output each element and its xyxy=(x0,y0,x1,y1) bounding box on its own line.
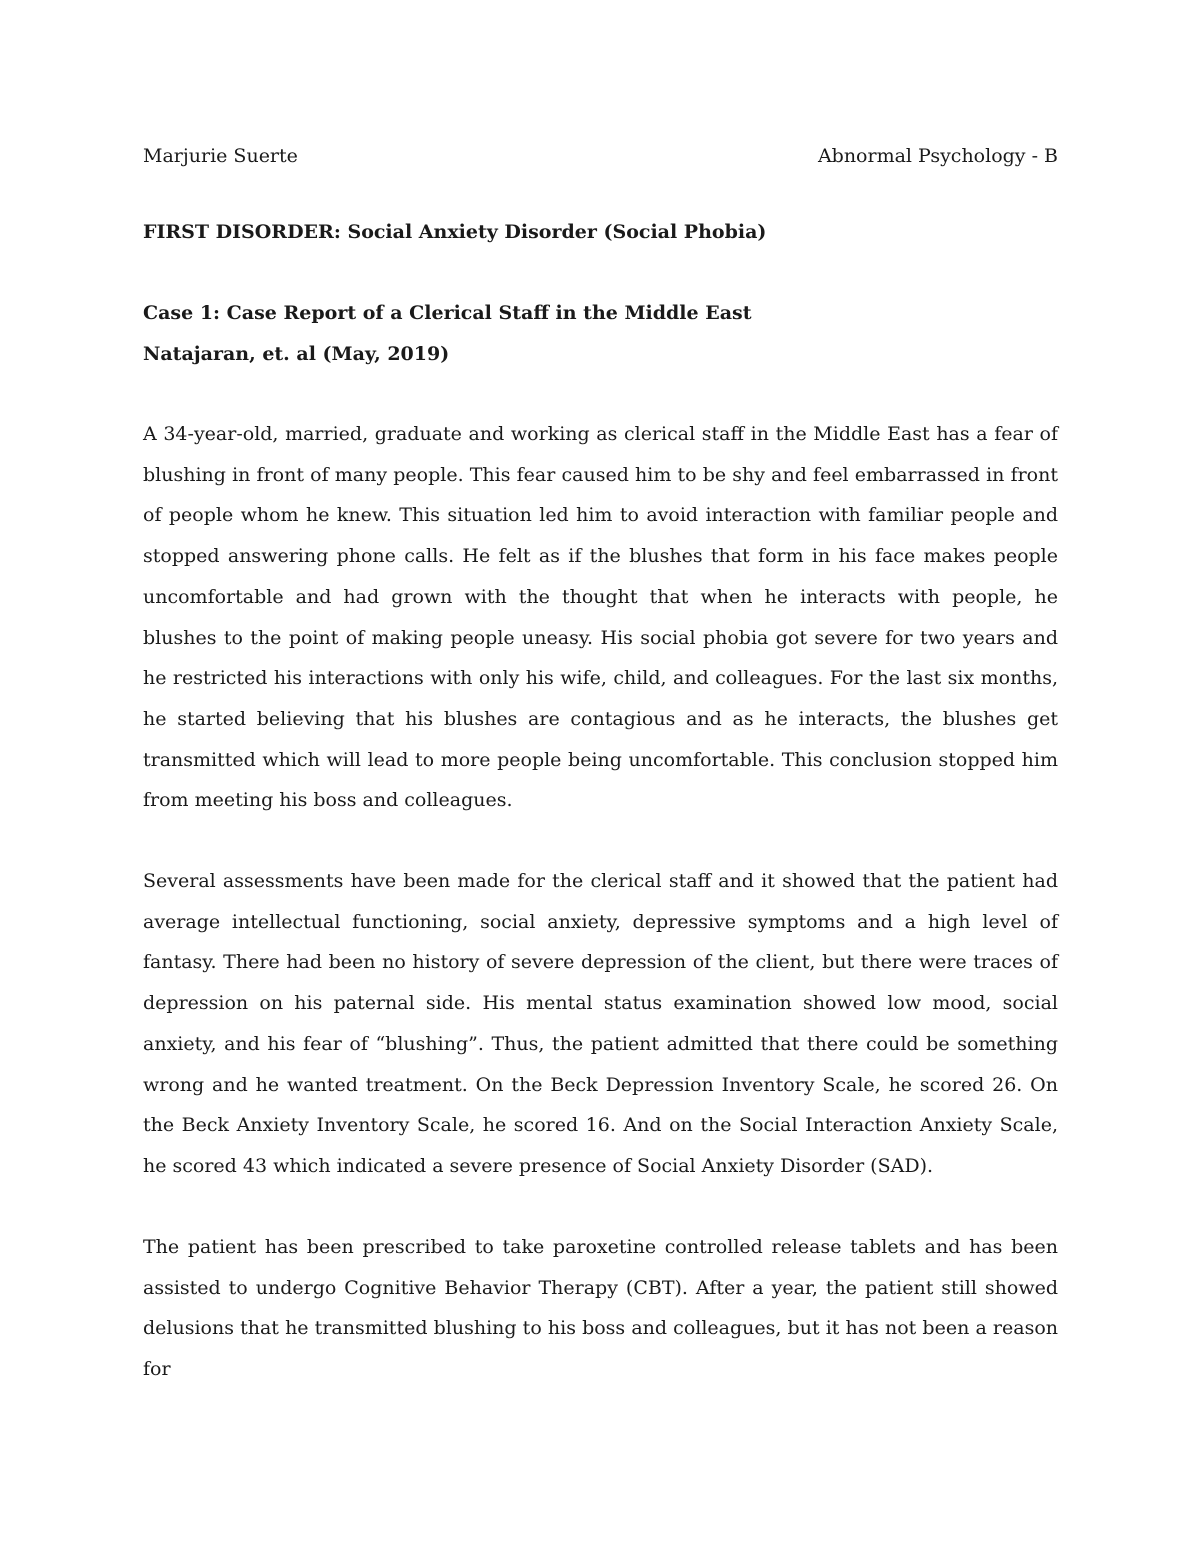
paragraph-assessment: Several assessments have been made for the clerical staff and it showed that the patient had average intellectual functioning, social anxiety, depressive symptoms and a high level of fantasy. There had been no history of severe depression of the client, but there were traces of depression on his paternal side. His mental status examination showed low mood, social anxiety, and his fear of “blushing”. Thus, the patient admitted that there could be something wrong and he wanted treatment. On the Beck Depression Inventory Scale, he scored 26. On the Beck Anxiety Inventory Scale, he scored 16. And on the Social Interaction Anxiety Scale, he scored 43 which indicated a severe presence of Social Anxiety Disorder (SAD). xyxy=(143,870,1058,1177)
case-title: Case 1: Case Report of a Clerical Staff in the Middle East xyxy=(143,302,752,324)
paragraph-case-description: A 34-year-old, married, graduate and working as clerical staff in the Middle East has a fear of blushing in front of many people. This fear caused him to be shy and feel embarrassed in front of people whom he knew. This situation led him to avoid interaction with familiar people and stopped answering phone calls. He felt as if the blushes that form in his face makes people uncomfortable and had grown with the thought that when he interacts with people, he blushes to the point of making people uneasy. His social phobia got severe for two years and he restricted his interactions with only his wife, child, and colleagues. For the last six months, he started believing that his blushes are contagious and as he interacts, the blushes get transmitted which will lead to more people being uncomfortable. This conclusion stopped him from meeting his boss and colleagues. xyxy=(143,423,1058,812)
paragraph-treatment: The patient has been prescribed to take paroxetine controlled release tablets and has been assisted to undergo Cognitive Behavior Therapy (CBT). After a year, the patient still showed delusions that he transmitted blushing to his boss and colleagues, but it has not been a reason for xyxy=(143,1236,1058,1381)
disorder-label: FIRST DISORDER: xyxy=(143,221,341,243)
author-name: Marjurie Suerte xyxy=(143,145,298,167)
page-header xyxy=(143,142,1058,170)
case-citation: Natajaran, et. al (May, 2019) xyxy=(143,343,450,365)
disorder-title: Social Anxiety Disorder (Social Phobia) xyxy=(347,221,767,243)
course-name: Abnormal Psychology - B xyxy=(817,145,1058,167)
disorder-heading xyxy=(143,218,766,246)
